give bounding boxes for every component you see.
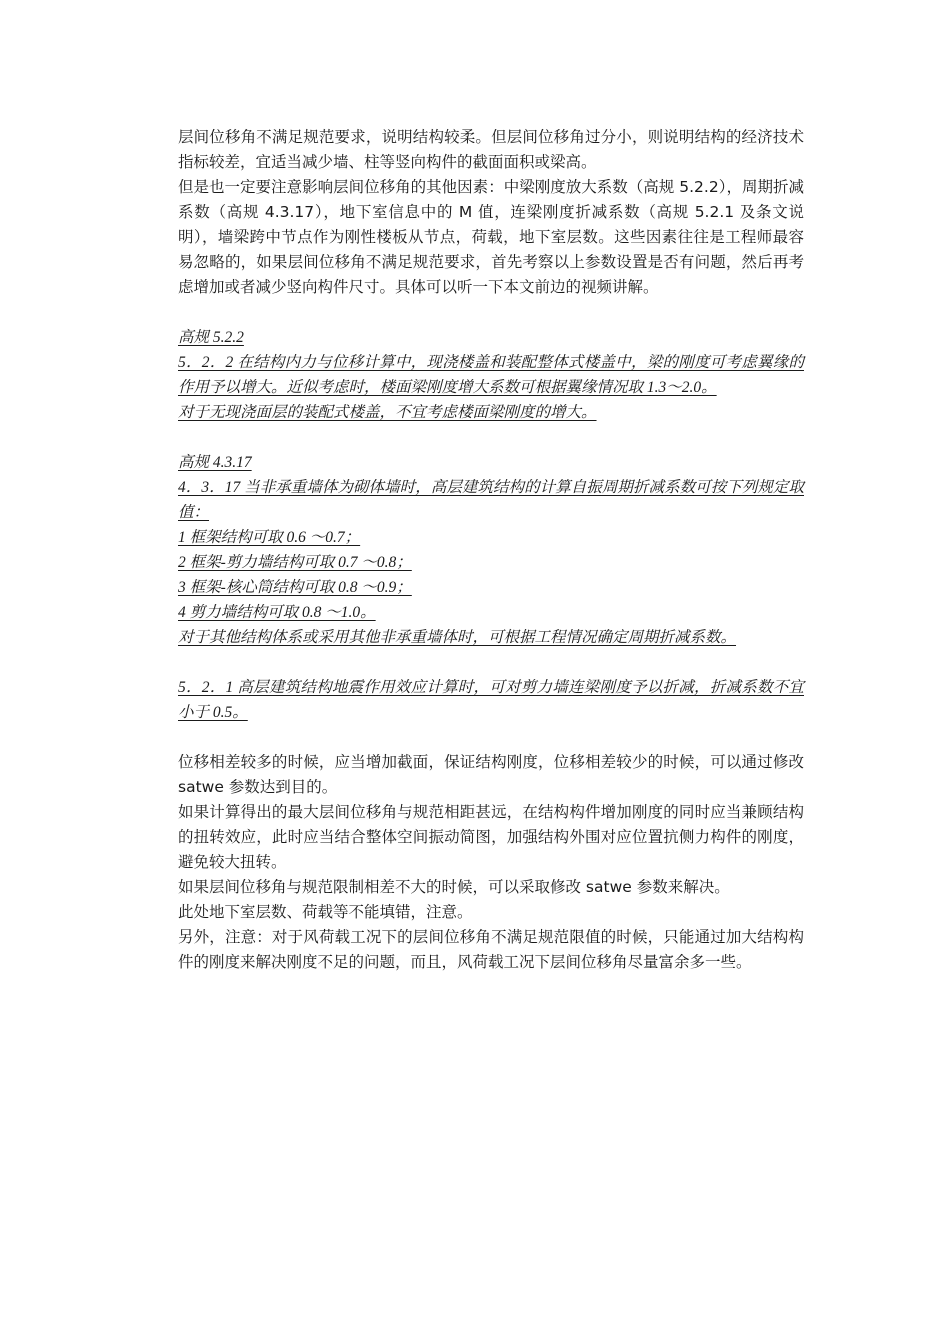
closing-paragraph-5: 另外，注意：对于风荷载工况下的层间位移角不满足规范限值的时候，只能通过加大结构构件的刚度来解决刚度不足的问题，而且，风荷载工况下层间位移角尽量富余多一些。 — [178, 928, 804, 971]
intro-paragraph-2: 但是也一定要注意影响层间位移角的其他因素：中梁刚度放大系数（高规 5.2.2），周期折减系数（高规 4.3.17），地下室信息中的 M 值，连梁刚度折减系数（高规 5.2.1 及条文说明），墙梁跨中节点作为刚性楼板从节点，荷载，地下室层数。这些因素往往是工程师最容易忽略的，如果层间位移角不满足规范要求，首先考察以上参数设置是否有问题，然后再考虑增加或者减少竖向构件尺寸。具体可以听一下本文前边的视频讲解。 — [178, 178, 804, 296]
clause-522-note: 对于无现浇面层的装配式楼盖，不宜考虑楼面梁刚度的增大。 — [178, 404, 597, 421]
clause-522-heading: 高规 5.2.2 — [178, 329, 244, 346]
closing-paragraph-3: 如果层间位移角与规范限制相差不大的时候，可以采取修改 satwe 参数来解决。 — [178, 878, 730, 896]
clause-521-text: 5．2．1 高层建筑结构地震作用效应计算时，可对剪力墙连梁刚度予以折减，折减系数不宜小于 0.5。 — [178, 679, 804, 721]
closing-paragraph-4: 此处地下室层数、荷载等不能填错，注意。 — [178, 903, 473, 921]
clause-4317-item: 2 框架-剪力墙结构可取 0.7 ～0.8； — [178, 554, 412, 571]
clause-4317-item: 4 剪力墙结构可取 0.8 ～1.0。 — [178, 604, 376, 621]
clause-522-text: 5．2．2 在结构内力与位移计算中，现浇楼盖和装配整体式楼盖中，梁的刚度可考虑翼缘的作用予以增大。近似考虑时，楼面梁刚度增大系数可根据翼缘情况取 1.3～2.0。 — [178, 354, 804, 396]
spacer — [178, 425, 804, 450]
clause-4317-item: 3 框架-核心筒结构可取 0.8 ～0.9； — [178, 579, 412, 596]
clause-4317-item: 1 框架结构可取 0.6 ～0.7； — [178, 529, 361, 546]
closing-paragraph-1: 位移相差较多的时候，应当增加截面，保证结构刚度，位移相差较少的时候，可以通过修改 satwe 参数达到目的。 — [178, 753, 804, 796]
clause-4317-heading: 高规 4.3.17 — [178, 454, 252, 471]
spacer — [178, 300, 804, 325]
closing-paragraph-2: 如果计算得出的最大层间位移角与规范相距甚远，在结构构件增加刚度的同时应当兼顾结构的扭转效应，此时应当结合整体空间振动简图，加强结构外围对应位置抗侧力构件的刚度，避免较大扭转。 — [178, 803, 804, 871]
spacer — [178, 725, 804, 750]
clause-4317-note: 对于其他结构体系或采用其他非承重墙体时，可根据工程情况确定周期折减系数。 — [178, 629, 737, 646]
document-page — [178, 125, 804, 975]
intro-paragraph-1: 层间位移角不满足规范要求，说明结构较柔。但层间位移角过分小，则说明结构的经济技术指标较差，宜适当减少墙、柱等竖向构件的截面面积或梁高。 — [178, 128, 804, 171]
clause-4317-text: 4．3．17 当非承重墙体为砌体墙时，高层建筑结构的计算自振周期折减系数可按下列规定取值： — [178, 479, 804, 521]
spacer — [178, 650, 804, 675]
